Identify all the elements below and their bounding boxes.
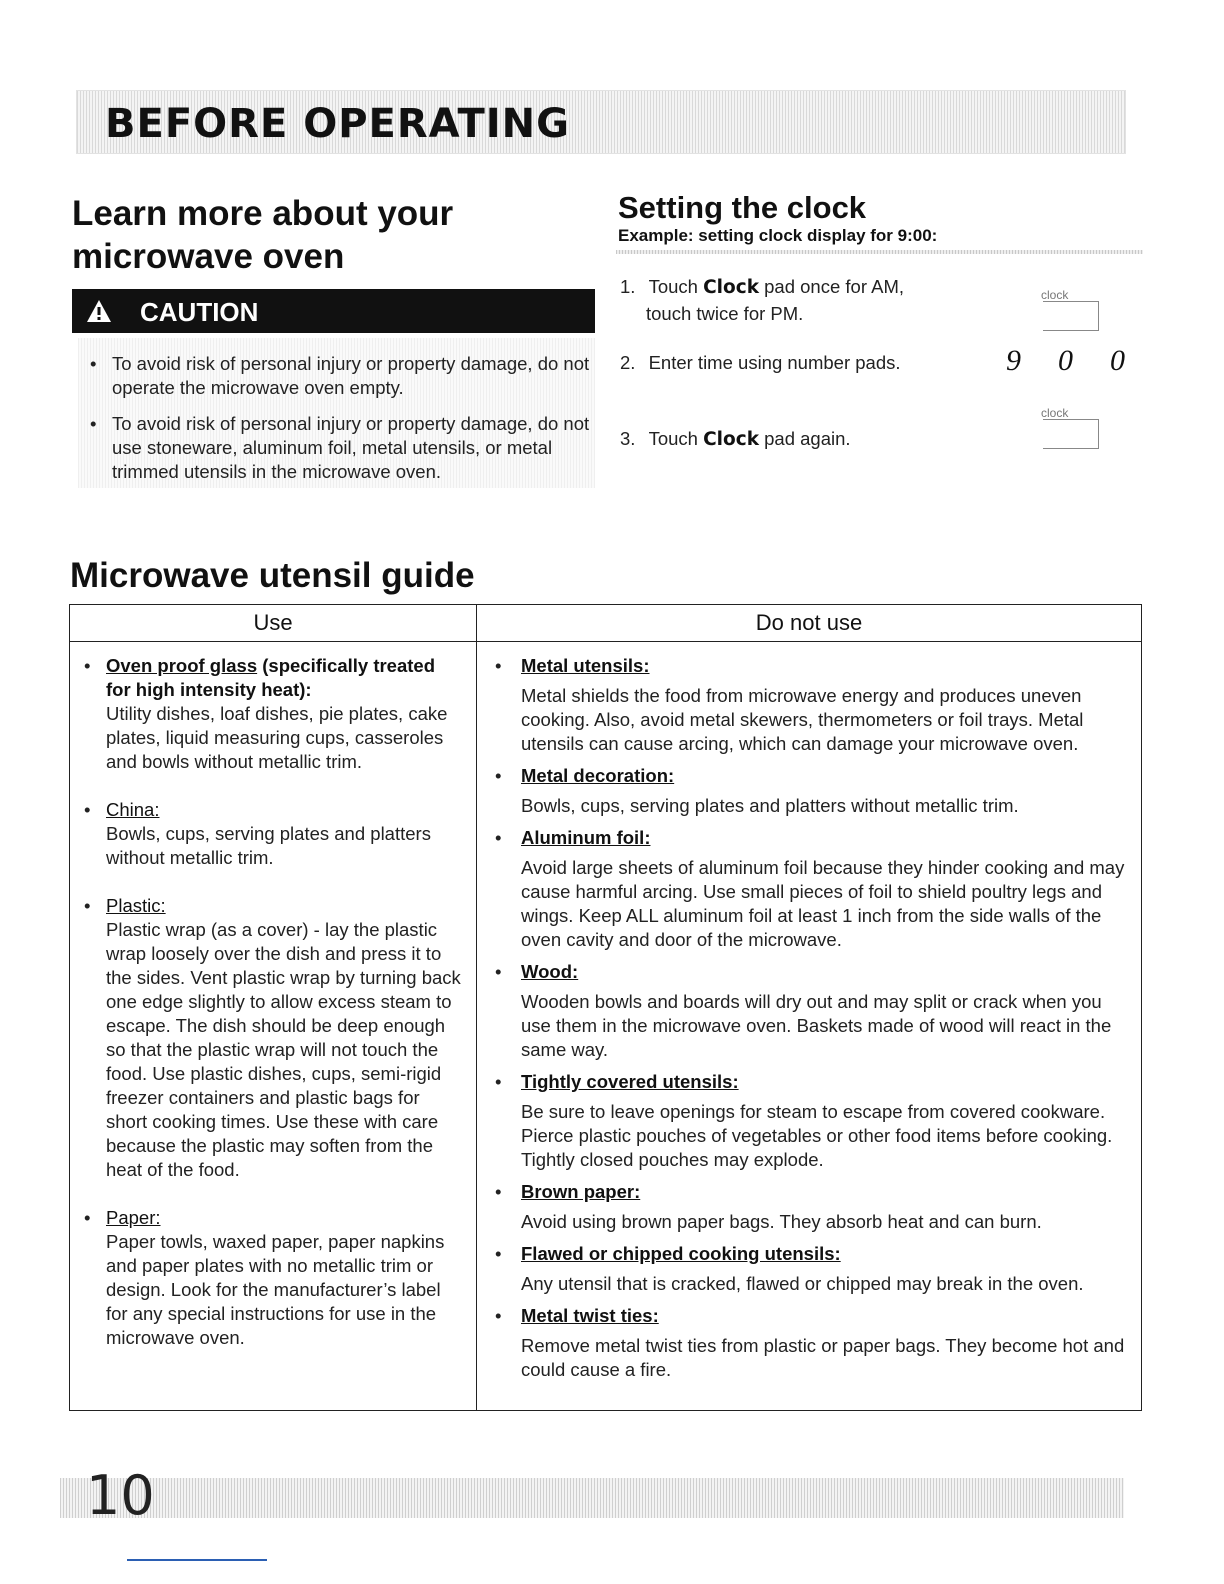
donot-item-text: Be sure to leave openings for steam to escape from covered cookware. Pierce plastic pouches of vegetables or other food items before cooking. Tightly closed pouches may explode. bbox=[521, 1101, 1113, 1170]
footer-bar bbox=[60, 1478, 1124, 1518]
step-text: pad again. bbox=[764, 428, 851, 449]
caution-item: • To avoid risk of personal injury or property damage, do not operate the microwave oven empty. bbox=[78, 352, 595, 400]
use-item: • China: Bowls, cups, serving plates and platters without metallic trim. bbox=[84, 799, 431, 868]
step-number: 1. bbox=[620, 276, 636, 297]
caution-box bbox=[78, 338, 595, 488]
step-text: touch twice for PM. bbox=[646, 303, 804, 324]
divider bbox=[616, 250, 1143, 254]
donot-item-text: Any utensil that is cracked, flawed or chipped may break in the oven. bbox=[521, 1273, 1084, 1294]
bottom-rule bbox=[127, 1559, 267, 1561]
use-item-title: Paper: bbox=[106, 1207, 161, 1228]
caution-item: • To avoid risk of personal injury or property damage, do not use stoneware, aluminum foil, metal utensils, or metal trimmed utensils in the microwave oven. bbox=[78, 412, 595, 484]
use-item-title: Plastic: bbox=[106, 895, 166, 916]
donot-item-title: Flawed or chipped cooking utensils: bbox=[521, 1243, 841, 1264]
donot-item-title: Tightly covered utensils: bbox=[521, 1071, 739, 1092]
header-banner bbox=[76, 90, 1126, 154]
donot-item: • Metal twist ties: bbox=[495, 1305, 659, 1326]
donot-item-text: Remove metal twist ties from plastic or paper bags. They become hot and could cause a fire. bbox=[521, 1335, 1125, 1380]
step-text: pad once for AM, bbox=[764, 276, 905, 297]
donot-item-title: Brown paper: bbox=[521, 1181, 641, 1202]
clock-step-3 bbox=[620, 426, 851, 453]
use-item-text: Utility dishes, loaf dishes, pie plates, cake plates, liquid measuring cups, casseroles and bowls without metallic trim. bbox=[106, 703, 448, 772]
donot-item-title: Wood: bbox=[521, 961, 579, 982]
display-digit: 0 bbox=[1110, 344, 1125, 377]
utensil-guide-table bbox=[69, 604, 1142, 1411]
donot-item: • Tightly covered utensils: bbox=[495, 1071, 739, 1092]
clock-pad-label: clock bbox=[1041, 288, 1069, 302]
donot-item-text: Avoid using brown paper bags. They absorb heat and can burn. bbox=[521, 1211, 1042, 1232]
step-number: 3. bbox=[620, 428, 636, 449]
clock-step-1 bbox=[620, 274, 904, 327]
use-item-text: Plastic wrap (as a cover) - lay the plastic wrap loosely over the dish and press it to the sides. Vent plastic wrap by turning back one edge slightly to allow excess steam to escape. The dish should be deep enough so that the plastic wrap will not touch the food. Use plastic dishes, cups, semi-rigid freezer containers and plastic bags for short cooking times. Use these with care because the plastic may soften from the heat of the food. bbox=[106, 919, 461, 1180]
clock-pad-label: clock bbox=[1041, 406, 1069, 420]
donot-item-title: Metal twist ties: bbox=[521, 1305, 659, 1326]
clock-step-2 bbox=[620, 350, 901, 376]
caution-label: CAUTION bbox=[140, 297, 259, 327]
use-item-title-suffix: (specifically treated for high intensity heat): bbox=[106, 655, 436, 700]
use-item-text: Paper towls, waxed paper, paper napkins and paper plates with no metallic trim or design. Look for the manufacturer’s label for any special instructions for use in the microwave oven. bbox=[106, 1231, 445, 1348]
clock-pad-name: Clock bbox=[703, 429, 759, 450]
clock-pad-icon bbox=[1043, 301, 1099, 331]
step-text: Enter time using number pads. bbox=[648, 352, 901, 373]
page-header-title: BEFORE OPERATING bbox=[105, 101, 570, 147]
clock-pad-name: Clock bbox=[703, 277, 759, 298]
donot-item-text: Bowls, cups, serving plates and platters without metallic trim. bbox=[521, 795, 1019, 816]
caution-bar bbox=[72, 289, 595, 333]
donot-item-text: Metal shields the food from microwave energy and produces uneven cooking. Also, avoid metal skewers, thermometers or foil trays. Metal utensils can cause arcing, which can damage your microwave oven. bbox=[521, 685, 1084, 754]
donot-item: • Metal decoration: bbox=[495, 765, 675, 786]
utensil-guide-heading: Microwave utensil guide bbox=[70, 556, 475, 595]
step-number: 2. bbox=[620, 352, 636, 373]
donot-item: • Metal utensils: bbox=[495, 655, 650, 676]
step-text: Touch bbox=[648, 276, 698, 297]
donot-column-header: Do not use bbox=[477, 605, 1142, 642]
donot-item-text: Avoid large sheets of aluminum foil because they hinder cooking and may cause harmful arcing. Use small pieces of foil to shield poultry legs and wings. Keep ALL aluminum foil at least 1 inch from the side walls of the oven cavity and door of the microwave. bbox=[521, 857, 1125, 950]
clock-heading: Setting the clock bbox=[618, 190, 867, 225]
donot-item-title: Aluminum foil: bbox=[521, 827, 651, 848]
clock-subtitle: Example: setting clock display for 9:00: bbox=[618, 226, 938, 245]
use-item: • Paper: Paper towls, waxed paper, paper napkins and paper plates with no metallic trim or design. Look for the manufacturer’s label for any special instructions for use in the microwave oven. bbox=[84, 1207, 445, 1348]
donot-item: • Aluminum foil: bbox=[495, 827, 651, 848]
donot-item-title: Metal decoration: bbox=[521, 765, 675, 786]
display-digit: 0 bbox=[1058, 344, 1073, 377]
clock-pad-icon bbox=[1043, 419, 1099, 449]
donot-item: • Brown paper: bbox=[495, 1181, 641, 1202]
donot-item-text: Wooden bowls and boards will dry out and may split or crack when you use them in the microwave oven. Baskets made of wood will react in the same way. bbox=[521, 991, 1112, 1060]
donot-item: • Flawed or chipped cooking utensils: bbox=[495, 1243, 841, 1264]
use-item-title: Oven proof glass bbox=[106, 655, 258, 676]
step-text: Touch bbox=[648, 428, 698, 449]
use-item-title: China: bbox=[106, 799, 160, 820]
use-column bbox=[70, 642, 477, 1411]
use-item-text: Bowls, cups, serving plates and platters without metallic trim. bbox=[106, 823, 431, 868]
use-column-header: Use bbox=[70, 605, 477, 642]
page-number: 10 bbox=[86, 1464, 155, 1527]
donot-column bbox=[477, 642, 1142, 1411]
donot-item-title: Metal utensils: bbox=[521, 655, 650, 676]
donot-item: • Wood: bbox=[495, 961, 579, 982]
learn-more-heading: Learn more about your microwave oven bbox=[72, 194, 454, 276]
display-digit: 9 bbox=[1006, 344, 1021, 377]
warning-icon bbox=[86, 299, 112, 323]
use-item: • Oven proof glass (specifically treated for high intensity heat): Utility dishes, loaf dishes, pie plates, cake plates, liquid measuring cups, casseroles and bowls without metallic trim. bbox=[84, 655, 448, 772]
use-item: • Plastic: Plastic wrap (as a cover) - lay the plastic wrap loosely over the dish and press it to the sides. Vent plastic wrap by turning back one edge slightly to allow excess steam to escape. The dish should be deep enough so that the plastic wrap will not touch the food. Use plastic dishes, cups, semi-rigid freezer containers and plastic bags for short cooking times. Use these with care because the plastic may soften from the heat of the food. bbox=[84, 895, 461, 1180]
